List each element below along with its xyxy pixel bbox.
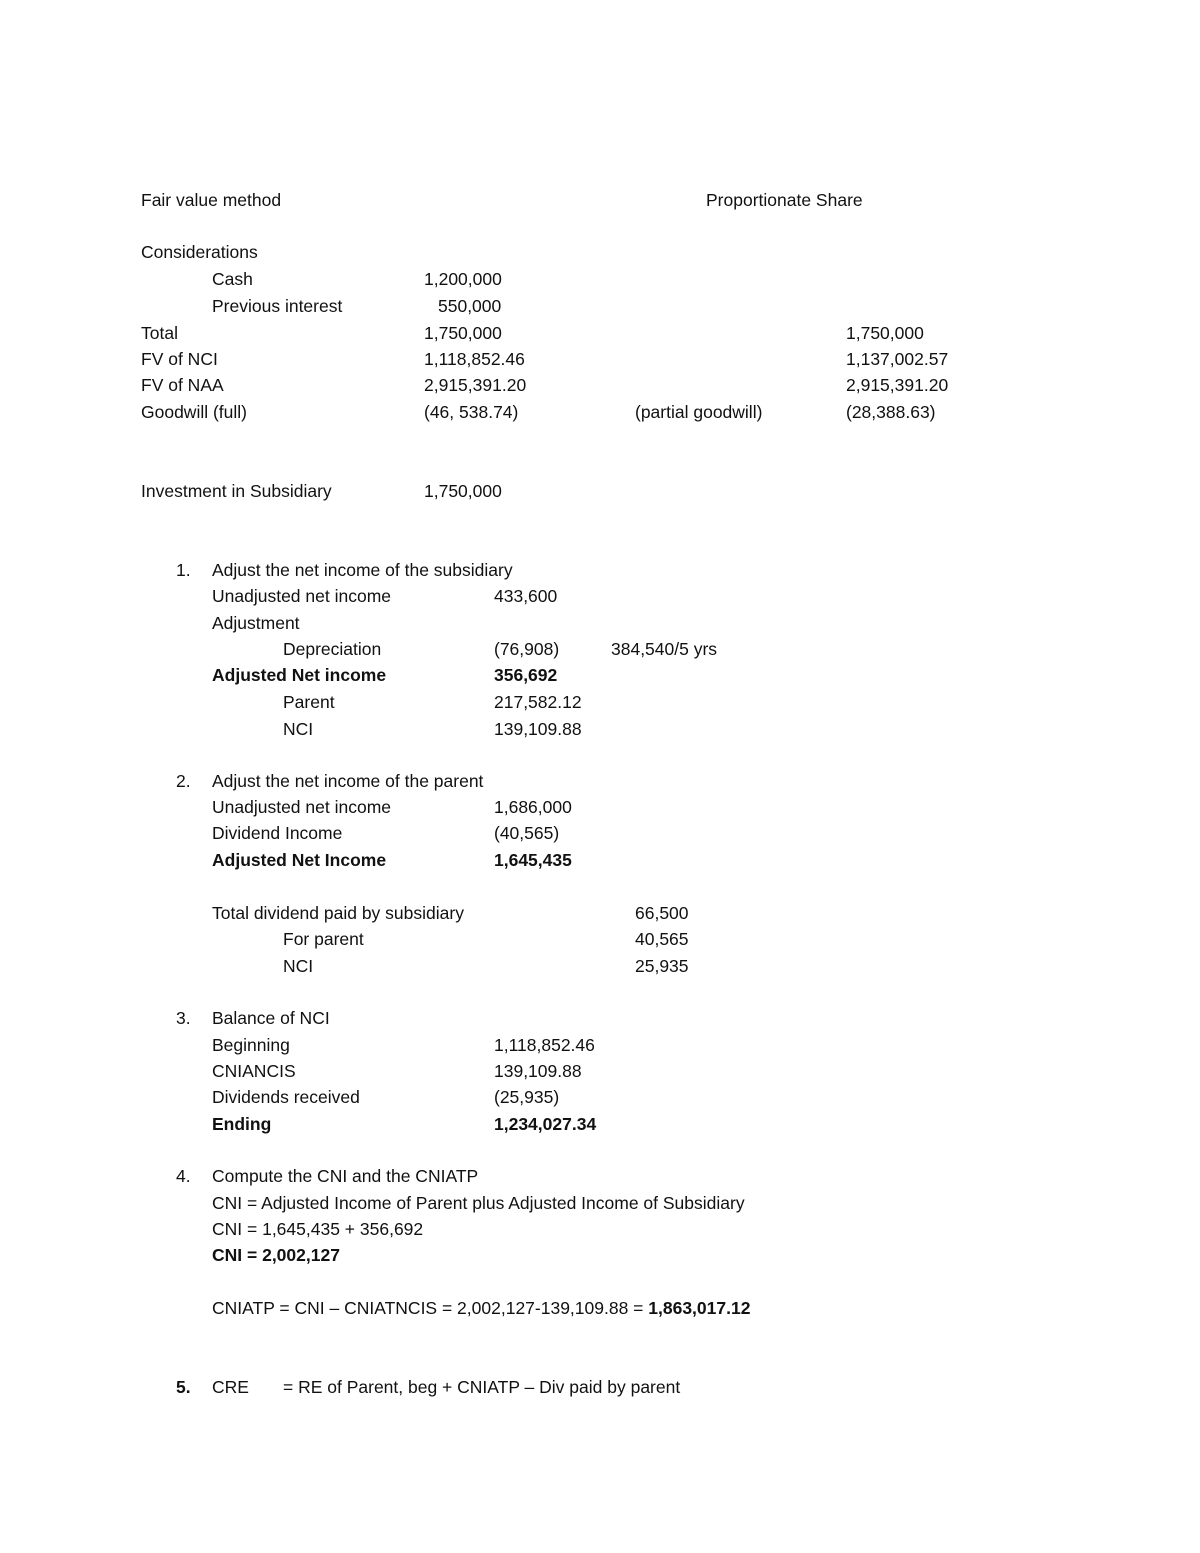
considerations-heading: Considerations xyxy=(141,242,258,262)
investment-label: Investment in Subsidiary xyxy=(141,481,332,501)
s2-for-parent-label: For parent xyxy=(283,929,364,949)
s4-cni-result: CNI = 2,002,127 xyxy=(212,1245,340,1265)
s2-nci-label: NCI xyxy=(283,956,314,976)
s2-adjusted-value: 1,645,435 xyxy=(494,850,572,870)
goodwill-full-value: (46, 538.74) xyxy=(424,402,519,422)
fv-naa-proportionate: 2,915,391.20 xyxy=(846,375,949,395)
s5-cre-formula: = RE of Parent, beg + CNIATP – Div paid by parent xyxy=(283,1377,681,1397)
s2-total-dividend-value: 66,500 xyxy=(635,903,689,923)
s3-beginning-value: 1,118,852.46 xyxy=(494,1035,595,1055)
total-label: Total xyxy=(141,323,178,343)
partial-goodwill-label: (partial goodwill) xyxy=(635,402,763,422)
s1-parent-label: Parent xyxy=(283,692,335,712)
s4-cniatp-formula: CNIATP = CNI – CNIATNCIS = 2,002,127-139,109.88 = xyxy=(212,1298,649,1318)
s4-cniatp-result: 1,863,017.12 xyxy=(648,1298,751,1318)
s3-dividends-value: (25,935) xyxy=(494,1087,560,1107)
s1-adjusted-value: 356,692 xyxy=(494,665,558,685)
s4-cni-definition: CNI = Adjusted Income of Parent plus Adjusted Income of Subsidiary xyxy=(212,1193,745,1213)
previous-interest-value: 550,000 xyxy=(438,296,502,316)
goodwill-full-label: Goodwill (full) xyxy=(141,402,247,422)
fv-nci-fair-value: 1,118,852.46 xyxy=(424,349,525,369)
s1-depreciation-value: (76,908) xyxy=(494,639,560,659)
s1-depreciation-note: 384,540/5 yrs xyxy=(611,639,718,659)
s3-cnia-label: CNIANCIS xyxy=(212,1061,296,1081)
s3-dividends-label: Dividends received xyxy=(212,1087,360,1107)
s1-adjustment-label: Adjustment xyxy=(212,613,300,633)
cash-label: Cash xyxy=(212,269,253,289)
s3-ending-label: Ending xyxy=(212,1114,272,1134)
section-4-title: Compute the CNI and the CNIATP xyxy=(212,1166,479,1186)
s2-for-parent-value: 40,565 xyxy=(635,929,689,949)
partial-goodwill-value: (28,388.63) xyxy=(846,402,936,422)
s2-adjusted-label: Adjusted Net Income xyxy=(212,850,387,870)
s2-nci-value: 25,935 xyxy=(635,956,689,976)
s1-unadjusted-value: 433,600 xyxy=(494,586,558,606)
s2-total-dividend-label: Total dividend paid by subsidiary xyxy=(212,903,464,923)
s1-nci-value: 139,109.88 xyxy=(494,719,582,739)
s2-unadjusted-label: Unadjusted net income xyxy=(212,797,391,817)
section-3-title: Balance of NCI xyxy=(212,1008,330,1028)
section-2-number: 2. xyxy=(176,771,191,791)
section-3-number: 3. xyxy=(176,1008,191,1028)
section-1-title: Adjust the net income of the subsidiary xyxy=(212,560,513,580)
s3-beginning-label: Beginning xyxy=(212,1035,290,1055)
fv-naa-fair-value: 2,915,391.20 xyxy=(424,375,527,395)
fv-naa-label: FV of NAA xyxy=(141,375,224,395)
section-1-number: 1. xyxy=(176,560,191,580)
s1-unadjusted-label: Unadjusted net income xyxy=(212,586,391,606)
s1-parent-value: 217,582.12 xyxy=(494,692,582,712)
s4-cni-formula: CNI = 1,645,435 + 356,692 xyxy=(212,1219,424,1239)
s1-adjusted-label: Adjusted Net income xyxy=(212,665,387,685)
s2-unadjusted-value: 1,686,000 xyxy=(494,797,572,817)
previous-interest-label: Previous interest xyxy=(212,296,343,316)
s3-ending-value: 1,234,027.34 xyxy=(494,1114,597,1134)
section-2-title: Adjust the net income of the parent xyxy=(212,771,484,791)
section-4-number: 4. xyxy=(176,1166,191,1186)
investment-value: 1,750,000 xyxy=(424,481,502,501)
s1-depreciation-label: Depreciation xyxy=(283,639,382,659)
s3-cnia-value: 139,109.88 xyxy=(494,1061,582,1081)
cash-value: 1,200,000 xyxy=(424,269,502,289)
proportionate-share-heading: Proportionate Share xyxy=(706,190,863,210)
s4-cniatp-line xyxy=(212,1297,750,1319)
fair-value-heading: Fair value method xyxy=(141,190,282,210)
section-5-number: 5. xyxy=(176,1377,191,1397)
s2-dividend-value: (40,565) xyxy=(494,823,560,843)
total-fair-value: 1,750,000 xyxy=(424,323,502,343)
fv-nci-proportionate: 1,137,002.57 xyxy=(846,349,949,369)
total-proportionate: 1,750,000 xyxy=(846,323,924,343)
fv-nci-label: FV of NCI xyxy=(141,349,218,369)
s5-cre-label: CRE xyxy=(212,1377,249,1397)
s2-dividend-label: Dividend Income xyxy=(212,823,343,843)
s1-nci-label: NCI xyxy=(283,719,314,739)
